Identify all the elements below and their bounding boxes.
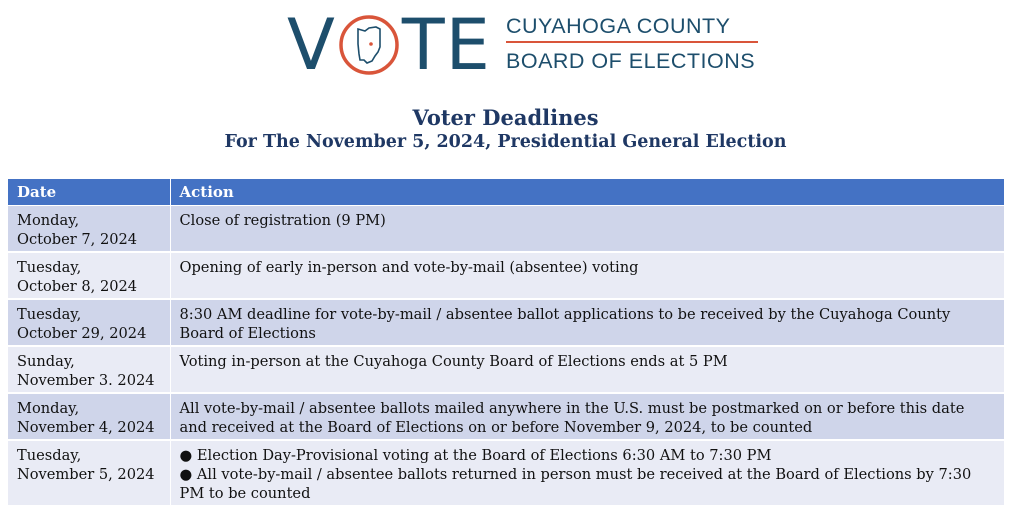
action-text: Opening of early in-person and vote-by-mail (absentee) voting <box>179 259 639 276</box>
logo-board: BOARD OF ELECTIONS <box>506 49 756 73</box>
action-cell <box>170 299 1005 346</box>
vote-logo <box>287 4 767 86</box>
logo-county: CUYAHOGA COUNTY <box>506 14 731 38</box>
logo-org-name <box>506 12 762 74</box>
date-cell <box>8 346 170 393</box>
date-cell <box>8 393 170 440</box>
logo-letter-e: E <box>445 4 491 86</box>
table-row <box>8 393 1005 440</box>
page-heading <box>0 106 1011 154</box>
date-label: October 8, 2024 <box>17 278 138 295</box>
action-cell <box>170 206 1005 253</box>
date-label: November 3. 2024 <box>17 372 155 389</box>
action-cell <box>170 393 1005 440</box>
day-label: Sunday, <box>17 353 75 370</box>
action-cell <box>170 252 1005 299</box>
day-label: Tuesday, <box>17 306 82 323</box>
action-cell <box>170 346 1005 393</box>
logo-letter-v: V <box>287 4 336 86</box>
logo-divider <box>506 41 758 43</box>
day-label: Tuesday, <box>17 447 82 464</box>
day-label: Monday, <box>17 400 80 417</box>
logo-letter-t: T <box>401 4 446 86</box>
table-row <box>8 346 1005 393</box>
day-label: Monday, <box>17 212 80 229</box>
action-cell <box>170 440 1005 506</box>
column-header-date: Date <box>8 179 170 206</box>
date-cell <box>8 252 170 299</box>
date-label: October 29, 2024 <box>17 325 147 342</box>
date-label: November 5, 2024 <box>17 466 155 483</box>
action-text: Close of registration (9 PM) <box>179 212 386 229</box>
date-cell <box>8 299 170 346</box>
column-header-action: Action <box>170 179 1005 206</box>
action-bullet: ● Election Day-Provisional voting at the Board of Elections 6:30 AM to 7:30 PM <box>179 447 772 464</box>
date-cell <box>8 440 170 506</box>
table-row <box>8 252 1005 299</box>
date-label: October 7, 2024 <box>17 231 138 248</box>
logo-wordmark <box>287 4 491 86</box>
day-label: Tuesday, <box>17 259 82 276</box>
table-row <box>8 440 1005 506</box>
date-cell <box>8 206 170 253</box>
table-header-row <box>8 179 1005 206</box>
page-subtitle: For The November 5, 2024, Presidential General Election <box>224 132 787 152</box>
action-bullet: ● All vote-by-mail / absentee ballots returned in person must be received at the Board of Elections by 7:30 PM to be counted <box>179 466 972 502</box>
page-title: Voter Deadlines <box>412 105 599 130</box>
date-label: November 4, 2024 <box>17 419 155 436</box>
action-text: 8:30 AM deadline for vote-by-mail / absentee ballot applications to be received by the Cuyahoga County Board of Elections <box>179 306 951 342</box>
table-row <box>8 206 1005 253</box>
action-text: All vote-by-mail / absentee ballots mailed anywhere in the U.S. must be postmarked on or before this date and received at the Board of Elections on or before November 9, 2024, to be counted <box>179 400 965 436</box>
ohio-circle-icon <box>338 14 400 76</box>
action-text: Voting in-person at the Cuyahoga County Board of Elections ends at 5 PM <box>179 353 728 370</box>
table-row <box>8 299 1005 346</box>
deadlines-table <box>8 179 1005 507</box>
